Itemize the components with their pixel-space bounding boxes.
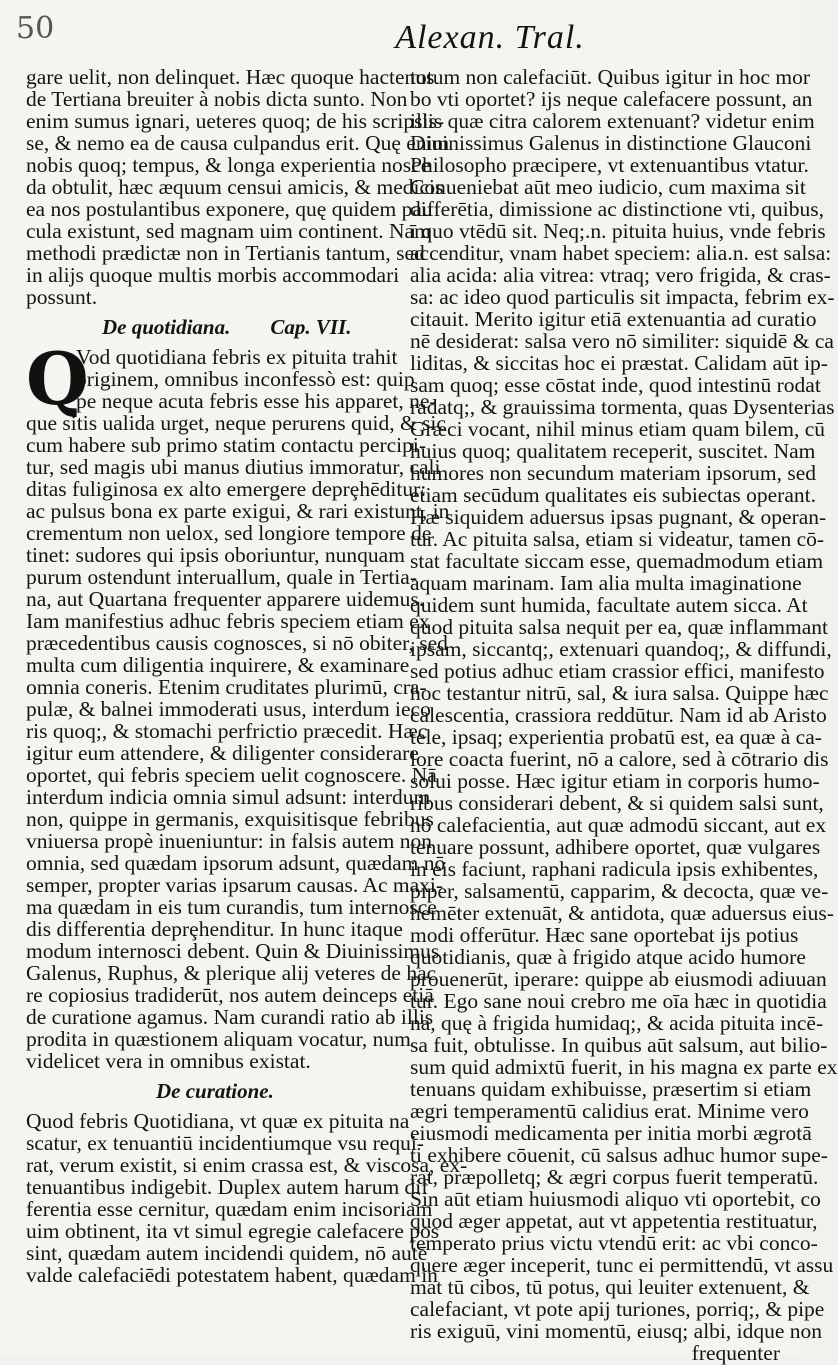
text-line: mat tū cibos, tū potus, qui leuiter extenuent, & (410, 1275, 810, 1299)
text-line: quere æger inceperit, tunc ei permittendū, vt assu (410, 1253, 834, 1277)
left-column (26, 65, 468, 1287)
text-line: tenuare possunt, adhibere oportet, quæ vulgares (410, 835, 821, 859)
text-line: quod pituita salsa nequit per ea, quæ inflammant (410, 615, 828, 639)
text-line: in alijs quoque multis morbis accommodari (26, 263, 400, 287)
text-line: enim sumus ignari, ueteres quoq; de his scripsis- (26, 109, 444, 133)
text-line: ferentia esse cernitur, quædam enim incisoriam (26, 1197, 433, 1221)
text-line: gare uelit, non delinquet. Hæc quoque hactenus (26, 65, 435, 89)
text-line: Galenus, Ruphus, & plerique alij veteres de hac (26, 961, 437, 985)
text-line: huius quoq; qualitatem receperit, suscitet. Nam (410, 439, 816, 463)
text-line: cum habere sub primo statim contactu percipi- (26, 433, 427, 457)
text-line: ægri temperamentū calidius erat. Minime vero (410, 1099, 809, 1123)
text-line: sed potius adhuc etiam crassior effici, manifesto (410, 659, 825, 683)
chapter-title: De quotidiana. (102, 315, 231, 339)
text-line: tinet: sudores qui ipsis oboriuntur, nunquam (26, 543, 405, 567)
text-line: alia acida: alia vitrea: vtraq; vero frigida, & cras- (410, 263, 831, 287)
text-line: uim obtinent, ita vt simul egregie calefacere pos (26, 1219, 440, 1243)
text-line: purum ostendunt interuallum, quale in Tertia- (26, 565, 417, 589)
text-line: ī quo vtēdū sit. Neq;.n. pituita huius, vnde febris (410, 219, 826, 243)
page-number: 50 (16, 11, 55, 46)
text-line: de Tertiana breuiter à nobis dicta sunto. Non (26, 87, 408, 111)
text-line: radatq;, & grauissima tormenta, quas Dysenterias (410, 395, 835, 419)
text-line: ipsam, siccantq;, extenuari quandoq;, & diffundi, (410, 637, 832, 661)
text-line: etiam secūdum qualitates eis subiectas operant. (410, 483, 816, 507)
text-line: totum non calefaciūt. Quibus igitur in hoc mor (410, 65, 811, 89)
text-line: multa cum diligentia inquirere, & examinare (26, 653, 410, 677)
text-line: interdum indicia omnia simul adsunt: interdum (26, 785, 431, 809)
text-line: prodita in quæstionem aliquam vocatur, num (26, 1027, 411, 1051)
text-line: quidem sunt humida, facultate autem sicca. At (410, 593, 808, 617)
text-line: sum quid admixtū fuerit, in his magna ex parte ex (410, 1055, 838, 1079)
text-line: calefaciant, vt pote apij turiones, porriq;, & pipe (410, 1297, 825, 1321)
text-line: hemēter extenuāt, & antidota, quæ aduersus eius- (410, 901, 834, 925)
text-line: re copiosius tradiderūt, nos autem deinceps etiā (26, 983, 434, 1007)
text-line: possunt. (26, 285, 98, 309)
text-line: quod æger appetat, aut vt appetentia restituatur, (410, 1209, 818, 1233)
text-line: Sin aūt etiam huiusmodi aliquo vti oportebit, co (410, 1187, 821, 1211)
text-line: Quod febris Quotidiana, vt quæ ex pituita na (26, 1109, 410, 1133)
text-line: hoc testantur nitrū, sal, & iura salsa. Quippe hæc (410, 681, 829, 705)
text-line: tele, ipsaq; experientia probatū est, ea quæ à ca- (410, 725, 822, 749)
text-line: aquam marinam. Iam alia multa imaginatione (410, 571, 802, 595)
text-line: stat facultate siccam esse, quemadmodum etiam (410, 549, 824, 573)
paragraph-1 (26, 65, 450, 309)
text-line: nobis quoq; tempus, & longa experientia nosce (26, 153, 431, 177)
text-line: temperato prius victu vtendū erit: ac vbi conco- (410, 1231, 818, 1255)
text-line: scatur, ex tenuantiū incidentiumque vsu requi- (26, 1131, 424, 1155)
text-line: quotidianis, quæ à frigido atque acido humore (410, 945, 806, 969)
text-line: sint, quædam autem incidendi quidem, nō autē (26, 1241, 428, 1265)
text-line: omnia, sed quædam ipsorum adsunt, quædam nō (26, 851, 446, 875)
text-line: non, quippe in germanis, exquisitisque febribus (26, 807, 434, 831)
text-line: valde calefaciēdi potestatem habent, quædam in (26, 1263, 438, 1287)
text-line: na, aut Quartana frequenter apparere uidemus. (26, 587, 425, 611)
text-line: ac pulsus bona ex parte exigui, & rari existunt, in (26, 499, 450, 523)
paragraph-2 (26, 336, 450, 1073)
text-line: liditas, & siccitas hoc ei præstat. Calidam aūt ip- (410, 351, 828, 375)
right-column-text (410, 65, 838, 1343)
text-line: nō calefacientia, aut quæ admodū siccant, aut ex (410, 813, 827, 837)
text-line: ditas fuliginosa ex alto emergere deprȩhēditur: (26, 477, 427, 501)
text-line: ea nos postulantibus exponere, quę quidem pau (26, 197, 433, 221)
text-line: rat, præpolletq; & ægri corpus fuerit temperatū. (410, 1165, 819, 1189)
text-line: modum internosci debent. Quin & Diuinissimus (26, 939, 440, 963)
paragraph-3 (26, 1109, 468, 1287)
text-line: methodi prædictæ non in Tertianis tantum, sed (26, 241, 425, 265)
text-line: rat, verum existit, si enim crassa est, & viscosa, ex- (26, 1153, 468, 1177)
text-line: ma quædam in eis tum curandis, tum internosce (26, 895, 437, 919)
text-line: da obtulit, hæc æquum censui amicis, & medicis (26, 175, 444, 199)
text-line: Iam manifestius adhuc febris speciem etiam ex (26, 609, 430, 633)
text-line: eiusmodi medicamenta per initia morbi ægrotā (410, 1121, 812, 1145)
text-line: tur. Ego sane noui crebro me oīa hæc in quotidia (410, 989, 827, 1013)
text-line: videlicet vera in omnibus existat. (26, 1049, 311, 1073)
paragraph-2-body (26, 411, 450, 1073)
text-line: vniuersa propè inueniuntur: in falsis autem non (26, 829, 433, 853)
text-line: igitur eum attendere, & diligenter considerare (26, 741, 419, 765)
text-line: se, & nemo ea de causa culpandus erit. Quę enim (26, 131, 450, 155)
catchword: frequenter (691, 1341, 780, 1365)
text-line: ti exhibere cōuenit, cū salsus adhuc humor supe- (410, 1143, 828, 1167)
text-line: calescentia, crassiora reddūtur. Nam id ab Aristo (410, 703, 827, 727)
text-line: nē desiderat: salsa vero nō similiter: siquidē & ca (410, 329, 834, 353)
text-line: ris quoq;, & stomachi perfrictio præcedit. Hæc (26, 719, 428, 743)
text-line: dis differentia deprȩhenditur. In hunc itaque (26, 917, 403, 941)
text-line: in eis faciunt, raphani radicula ipsis exhibentes, (410, 857, 819, 881)
text-line: prouenerūt, iperare: quippe ab eiusmodi adiuuan (410, 967, 827, 991)
text-line: præcedentibus causis cognosces, si nō obiter, sed (26, 631, 448, 655)
text-line: ris exiguū, vini momentū, eiusq; albi, idque non (410, 1319, 823, 1343)
text-line: pulæ, & balnei immoderati usus, interdum ieco (26, 697, 431, 721)
text-line: accenditur, vnam habet speciem: alia.n. est salsa: (410, 241, 832, 265)
text-line: ribus considerari debent, & si quidem salsi sunt, (410, 791, 824, 815)
text-line: omnia coneris. Etenim cruditates plurimū, cra- (26, 675, 427, 699)
text-line: tur, sed magis ubi manus diutius immoratur, cali (26, 455, 441, 479)
section-heading: De curatione. (156, 1079, 274, 1103)
text-line: tur. Ac pituita salsa, etiam si videatur, tamen cō- (410, 527, 825, 551)
text-line: Philosopho præcipere, vt extenuantibus vtatur. (410, 153, 809, 177)
text-line: citauit. Merito igitur etiā extenuantia ad curatio (410, 307, 817, 331)
drop-cap: Q (26, 336, 89, 421)
text-line: que sitis ualida urget, neque perurens quid, & sic (26, 411, 446, 435)
text-line: humores non secundum materiam ipsorum, sed (410, 461, 817, 485)
text-line: originem, omnibus inconfessò est: quip (76, 367, 415, 391)
text-line: Vod quotidiana febris ex pituita trahit (76, 345, 398, 369)
chapter-number: Cap. VII. (270, 315, 352, 339)
text-line: sa: ac ideo quod particulis sit impacta, febrim ex- (410, 285, 835, 309)
text-line: de curatione agamus. Nam curandi ratio ab illis (26, 1005, 434, 1029)
text-line: solui posse. Hæc igitur etiam in corporis humo- (410, 769, 820, 793)
right-column (410, 65, 838, 1365)
text-line: modi offerūtur. Hæc sane oportebat ijs potius (410, 923, 799, 947)
text-line: cula existunt, sed magnam uim continent. Nam (26, 219, 431, 243)
running-head: Alexan. Tral. (395, 19, 585, 56)
text-line: pe neque acuta febris esse his apparet, ne- (76, 389, 437, 413)
text-line: crementum non uelox, sed longiore tempore de (26, 521, 432, 545)
text-line: Hæ siquidem aduersus ipsas pugnant, & operan- (410, 505, 827, 529)
text-line: Conueniebat aūt meo iudicio, cum maxima sit (410, 175, 806, 199)
text-line: oportet, qui febris speciem uelit cognoscere. Nā (26, 763, 437, 787)
text-line: illis quæ citra calorem extenuant? videtur enim (410, 109, 815, 133)
text-line: Græci vocant, nihil minus etiam quam bilem, cū (410, 417, 825, 441)
text-line: bo vti oportet? ijs neque calefacere possunt, an (410, 87, 813, 111)
text-line: Diuinissimus Galenus in distinctione Glauconi (410, 131, 812, 155)
text-line: semper, propter varias ipsarum causas. Ac maxi- (26, 873, 444, 897)
text-line: lore coacta fuerint, nō a calore, sed à cōtrario dis (410, 747, 829, 771)
text-line: na, quę à frigida humidaq;, & acida pituita incē- (410, 1011, 824, 1035)
text-line: differētia, dimissione ac distinctione vti, quibus, (410, 197, 825, 221)
text-line: tenuantibus indigebit. Duplex autem harum dif (26, 1175, 429, 1199)
text-line: tenuans quidam exhibuisse, præsertim si etiam (410, 1077, 812, 1101)
text-line: sam quoq; esse cōstat inde, quod intestinū rodat (410, 373, 821, 397)
text-line: piper, salsamentū, capparim, & decocta, quæ ve- (410, 879, 829, 903)
text-line: sa fuit, obtulisse. In quibus aūt salsum, aut bilio- (410, 1033, 828, 1057)
